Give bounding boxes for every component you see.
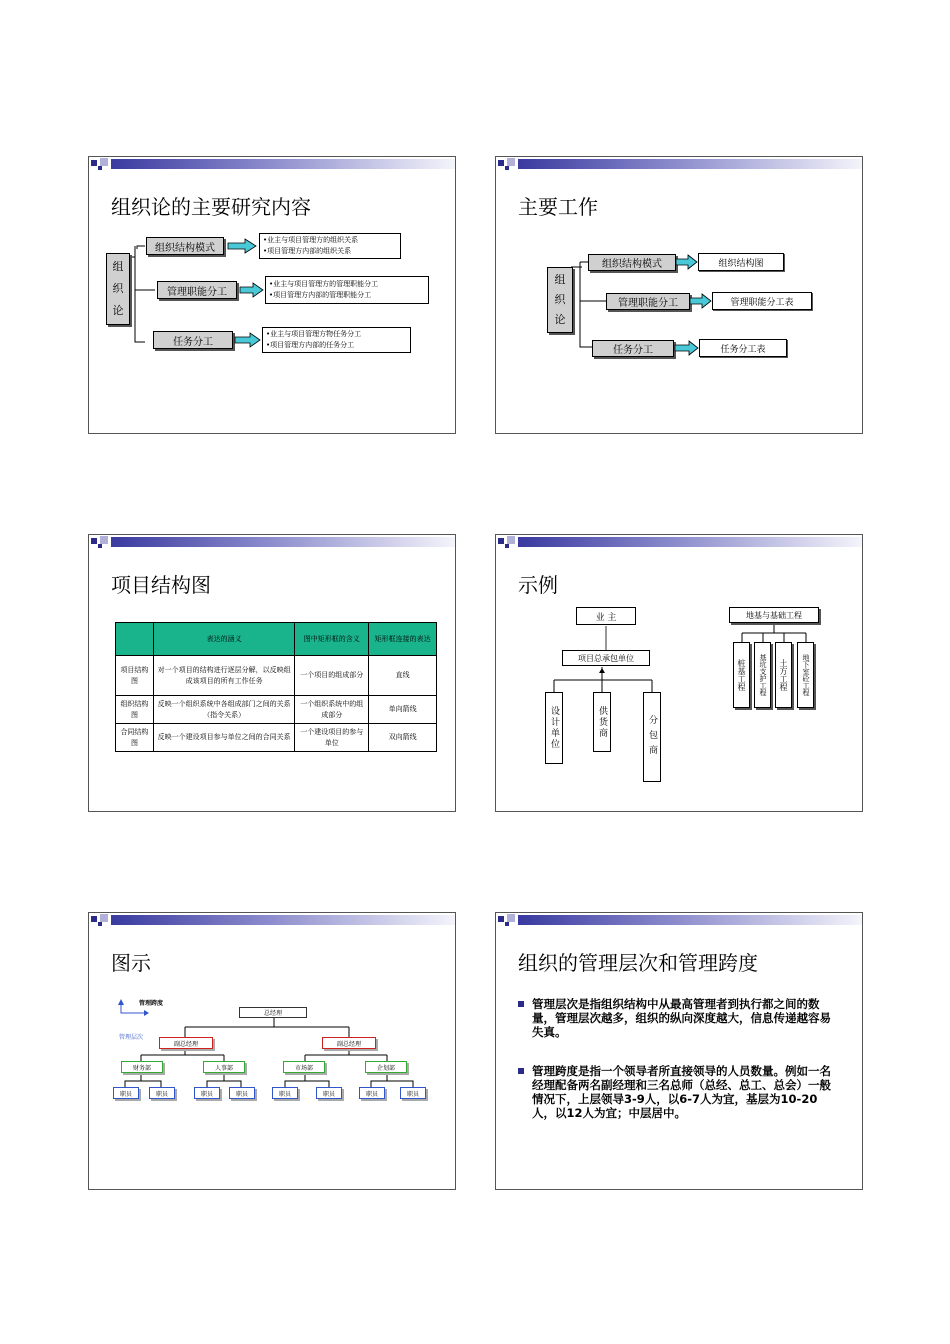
span-label: 管理跨度 (139, 1000, 164, 1007)
sub-work-box: 地下室砼工程 (797, 642, 814, 708)
detail-box: •业主与项目管理方物任务分工 •项目管理方内部的任务分工 (262, 327, 411, 353)
staff-box: 职员 (194, 1087, 220, 1099)
slide-header-bar (89, 535, 455, 551)
child-box: 分包商 (643, 692, 661, 782)
table-row: 合同结构图 反映一个建设项目参与单位之间的合同关系 一个建设项目的参与单位 双向箭线 (116, 724, 437, 752)
org-chart-connectors (89, 913, 455, 1189)
item-box: 任务分工 (153, 331, 233, 349)
staff-box: 职员 (229, 1087, 255, 1099)
bullet-square-icon (518, 1068, 524, 1074)
contractor-box: 项目总承包单位 (562, 650, 650, 666)
slide-2 (495, 156, 863, 434)
slide-1 (88, 156, 456, 434)
bullet-square-icon (518, 1001, 524, 1007)
bullet-item: 管理层次是指组织结构中从最高管理者到执行都之间的数量，管理层次越多，组织的纵向深度越大，信息传递越容易失真。 (518, 997, 840, 1039)
item-box: 管理职能分工 (157, 281, 237, 299)
staff-box: 职员 (359, 1087, 385, 1099)
slide-3 (88, 534, 456, 812)
foundation-box: 地基与基础工程 (729, 607, 819, 623)
slide-title: 示例 (518, 573, 558, 597)
slide-title: 组织的管理层次和管理跨度 (518, 951, 758, 975)
output-box: 任务分工表 (699, 339, 787, 357)
table-row: 组织结构图 反映一个组织系统中各组成部门之间的关系（指令关系） 一个组织系统中的组成部分 单向箭线 (116, 696, 437, 724)
slide-5 (88, 912, 456, 1190)
level2-box: 副总经理 (159, 1037, 213, 1049)
slide-title: 项目结构图 (111, 573, 211, 597)
sub-work-box: 基坑支护工程 (754, 642, 771, 708)
detail-box: •业主与项目管理方的组织关系 •项目管理方内部的组织关系 (259, 233, 401, 259)
sub-work-box: 土方工程 (775, 642, 792, 708)
bullet-item: 管理跨度是指一个领导者所直接领导的人员数量。例如一名经理配备两名副经理和三名总师（总经、总工、总会）一般情况下，上层领导3-9人，以6-7人为宜，基层为10-20人，以12人为宜；中层居中。 (518, 1064, 840, 1120)
item-box: 组织结构模式 (146, 237, 224, 255)
slide-4 (495, 534, 863, 812)
staff-box: 职员 (400, 1087, 426, 1099)
table-row: 项目结构图 对一个项目的结构进行逐层分解，以反映组成该项目的所有工作任务 一个项目的组成部分 直线 (116, 656, 437, 696)
item-box: 组织结构模式 (588, 254, 676, 271)
owner-box: 业 主 (576, 607, 636, 625)
levels-label: 管理层次 (119, 1034, 144, 1041)
output-box: 管理职能分工表 (712, 292, 812, 310)
slide-title: 图示 (111, 951, 151, 975)
sub-work-box: 桩基工程 (733, 642, 750, 708)
slide-title: 组织论的主要研究内容 (111, 195, 311, 219)
child-box: 设计单位 (545, 692, 563, 764)
slide-6 (495, 912, 863, 1190)
output-box: 组织结构图 (698, 253, 784, 271)
staff-box: 职员 (272, 1087, 298, 1099)
slide-title: 主要工作 (518, 195, 598, 219)
vertical-label-box: 组 织 论 (106, 253, 130, 325)
root-box: 总经理 (239, 1007, 307, 1018)
table-header-row: 表达的涵义 图中矩形框的含义 矩形框连接的表达 (116, 623, 437, 656)
level3-box: 人事部 (203, 1061, 245, 1073)
staff-box: 职员 (149, 1087, 175, 1099)
staff-box: 职员 (316, 1087, 342, 1099)
slide-header-bar (496, 913, 862, 929)
level2-box: 副总经理 (322, 1037, 376, 1049)
detail-box: •业主与项目管理方的管理职能分工 •项目管理方内部的管理职能分工 (265, 276, 429, 304)
item-box: 管理职能分工 (606, 293, 690, 310)
project-structure-table (115, 622, 437, 752)
level3-box: 企划部 (365, 1061, 407, 1073)
staff-box: 职员 (113, 1087, 139, 1099)
vertical-label-box: 组 织 论 (547, 267, 573, 333)
item-box: 任务分工 (592, 340, 674, 357)
level3-box: 财务部 (121, 1061, 163, 1073)
child-box: 供货商 (593, 692, 611, 752)
level3-box: 市场部 (283, 1061, 325, 1073)
